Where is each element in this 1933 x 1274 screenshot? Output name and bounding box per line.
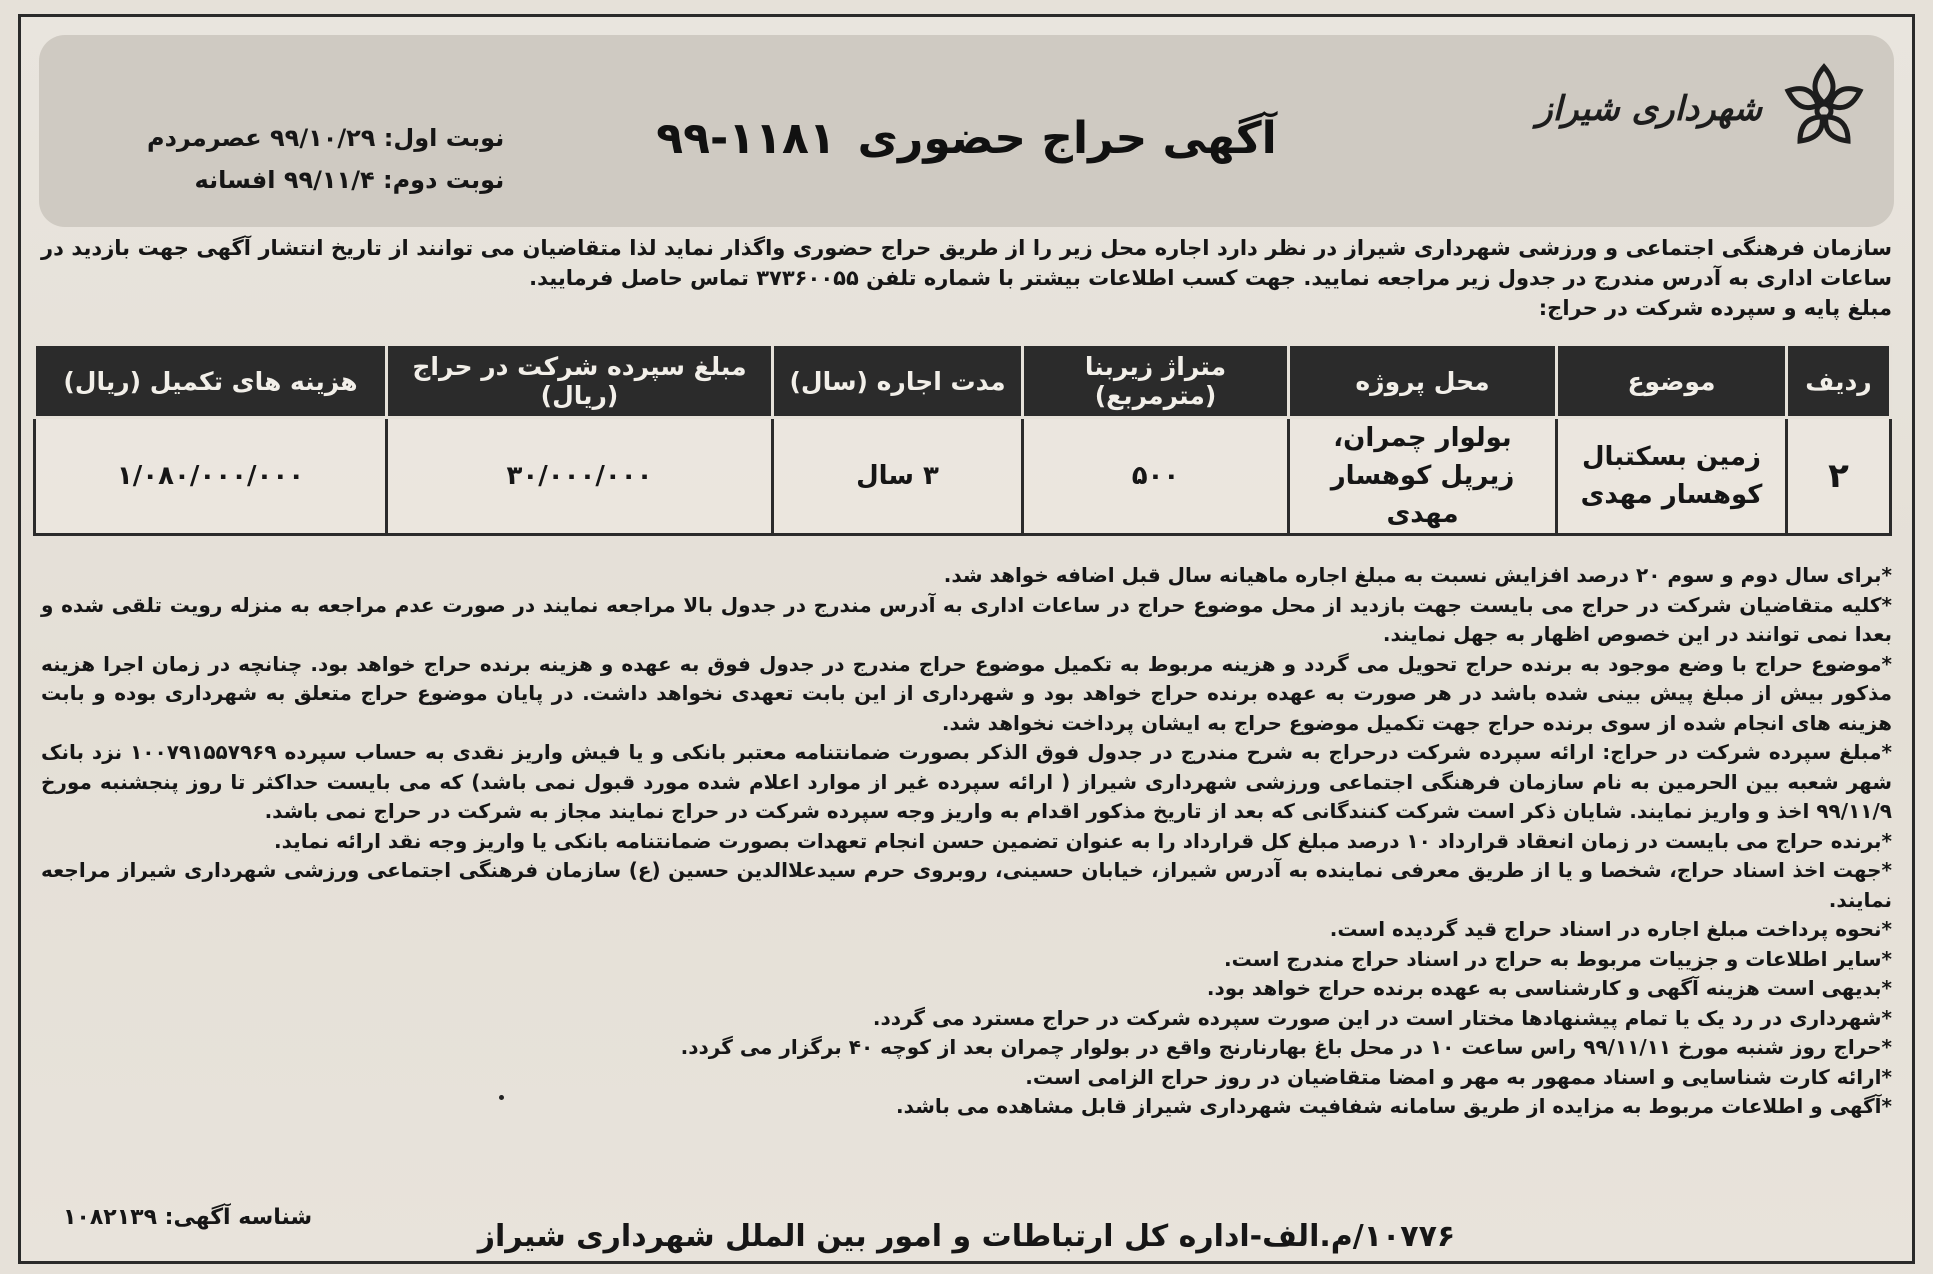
- cell-lease-duration: ۳ سال: [773, 418, 1023, 535]
- title-text: آگهی حراج حضوری: [857, 113, 1277, 164]
- header-location: محل پروژه: [1289, 345, 1557, 418]
- footer-credit: ۱۰۷۷۶/م.الف-اداره کل ارتباطات و امور بین الملل شهرداری شیراز: [477, 1219, 1456, 1254]
- intro-text: سازمان فرهنگی اجتماعی و ورزشی شهرداری شیراز در نظر دارد اجاره محل زیر را از طریق حراج حضوری واگذار نماید لذا متقاضیان می توانند از تاریخ انتشار آگهی جهت بازدید در ساعات اداری به آدرس مندرج در جدول زیر مراجعه نمایید. جهت کسب اطلاعات بیشتر با شماره تلفن ۳۷۳۶۰۰۵۵ تماس حاصل فرمایید.: [41, 236, 1892, 290]
- header-lease-duration: مدت اجاره (سال): [773, 345, 1023, 418]
- table-header-row: [35, 345, 1891, 418]
- table-row: [35, 418, 1891, 535]
- ad-identifier: شناسه آگهی: ۱۰۸۲۱۳۹: [63, 1205, 313, 1230]
- cell-completion-cost: ۱/۰۸۰/۰۰۰/۰۰۰: [35, 418, 387, 535]
- term-item: *آگهی و اطلاعات مربوط به مزایده از طریق سامانه شفافیت شهرداری شیراز قابل مشاهده می باشد.: [896, 1094, 1892, 1118]
- term-item: *ارائه کارت شناسایی و اسناد ممهور به مهر و امضا متقاضیان در روز حراج الزامی است.: [1025, 1064, 1892, 1089]
- term-item: *برای سال دوم و سوم ۲۰ درصد افزایش نسبت به مبلغ اجاره ماهیانه سال قبل اضافه خواهد شد.: [943, 563, 1892, 587]
- term-item: *حراج روز شنبه مورخ ۹۹/۱۱/۱۱ راس ساعت ۱۰ در محل باغ بهارنارنج واقع در بولوار چمران بعد از کوچه ۴۰ برگزار می گردد.: [680, 1035, 1892, 1059]
- header-subject: موضوع: [1557, 345, 1787, 418]
- term-item: *مبلغ سپرده شرکت در حراج: ارائه سپرده شرکت درحراج به شرح مندرج در جدول فوق الذکر بصورت ضمانتنامه معتبر بانکی و یا فیش واریز نقدی به حساب سپرده ۱۰۰۷۹۱۵۵۷۹۶۹ نزد بانک شهر شعبه بین الحرمین به نام سازمان فرهنگی اجتماعی ورزشی شهرداری شیراز ( ارائه سپرده غیر از موارد اعلام شده مورد قبول نمی باشد) که می بایست حداکثر تا روز پنجشنبه مورخ ۹۹/۱۱/۹ اخذ و واریز نمایند. شایان ذکر است شرکت کنندگانی که بعد از تاریخ مذکور اقدام به واریز وجه سپرده شرکت در حراج نمایند مجاز به شرکت در حراج نمی باشد.: [41, 740, 1892, 823]
- header-deposit: مبلغ سپرده شرکت در حراج (ریال): [387, 345, 773, 418]
- intro-paragraph: [41, 233, 1892, 323]
- term-item: *جهت اخذ اسناد حراج، شخصا و یا از طریق معرفی نماینده به آدرس شیراز، خیابان حسینی، روبروی حرم سیدعلاالدین حسین (ع) سازمان فرهنگی اجتماعی ورزشی شهرداری شیراز مراجعه نمایند.: [41, 858, 1892, 912]
- publication-notices: [147, 117, 504, 201]
- cell-subject: زمین بسکتبال کوهسار مهدی: [1557, 418, 1787, 535]
- term-item: *موضوع حراج با وضع موجود به برنده حراج تحویل می گردد و هزینه مربوط به تکمیل موضوع حراج مندرج در جدول فوق به عهده و هزینه برنده حراج خواهد بود. چنانچه در زمان اجرا هزینه مذکور بیش از مبلغ پیش بینی شده باشد در هر صورت به عهده برنده حراج خواهد بود و شهرداری از این بابت تعهدی نخواهد داشت. در پایان موضوع حراج متعلق به شهرداری بوده و بابت هزینه های انجام شده از سوی برنده حراج جهت تکمیل موضوع حراج به ایشان پرداخت نخواهد شد.: [41, 651, 1892, 735]
- header-row-number: ردیف: [1787, 345, 1891, 418]
- cell-area: ۵۰۰: [1023, 418, 1289, 535]
- ad-frame: [18, 14, 1915, 1264]
- header-completion-cost: هزینه های تکمیل (ریال): [35, 345, 387, 418]
- ink-dot: [499, 1095, 504, 1100]
- cell-deposit: ۳۰/۰۰۰/۰۰۰: [387, 418, 773, 535]
- cell-row-number: ۲: [1787, 418, 1891, 535]
- title-number: ۱۱۸۱-۹۹: [656, 113, 836, 164]
- logo-text: شهرداری شیراز: [1536, 89, 1762, 129]
- cell-location: بولوار چمران، زیرپل کوهسار مهدی: [1289, 418, 1557, 535]
- first-notice: نوبت اول: ۹۹/۱۰/۲۹ عصرمردم: [147, 124, 505, 152]
- term-item: *کلیه متقاضیان شرکت در حراج می بایست جهت بازدید از محل موضوع حراج در ساعات اداری به آدرس مندرج در جدول بالا مراجعه نمایند در صورت عدم مراجعه به منزله رویت تلقی شده و بعدا نمی توانند در این خصوص اظهار به جهل نمایند.: [41, 592, 1892, 646]
- ad-header: [39, 35, 1894, 227]
- second-notice: نوبت دوم: ۹۹/۱۱/۴ افسانه: [194, 166, 505, 194]
- term-item: *بدیهی است هزینه آگهی و کارشناسی به عهده برنده حراج خواهد بود.: [1206, 976, 1892, 1000]
- term-item: *سایر اطلاعات و جزییات مربوط به حراج در اسناد حراج مندرج است.: [1224, 946, 1892, 971]
- auction-table: [33, 343, 1892, 536]
- term-item: *نحوه پرداخت مبلغ اجاره در اسناد حراج قید گردیده است.: [1329, 917, 1892, 941]
- table-caption: مبلغ پایه و سپرده شرکت در حراج:: [1538, 296, 1892, 320]
- term-item: *شهرداری در رد یک یا تمام پیشنهادها مختار است در این صورت سپرده شرکت در حراج مسترد می گردد.: [872, 1005, 1892, 1030]
- header-area: متراژ زیربنا (مترمربع): [1023, 345, 1289, 418]
- terms-list: [41, 561, 1892, 1122]
- term-item: *برنده حراج می بایست در زمان انعقاد قرارداد ۱۰ درصد مبلغ کل قرارداد را به عنوان تضمین حسن انجام تعهدات بصورت ضمانتنامه بانکی یا واریز وجه نقد ارائه نماید.: [274, 828, 1892, 853]
